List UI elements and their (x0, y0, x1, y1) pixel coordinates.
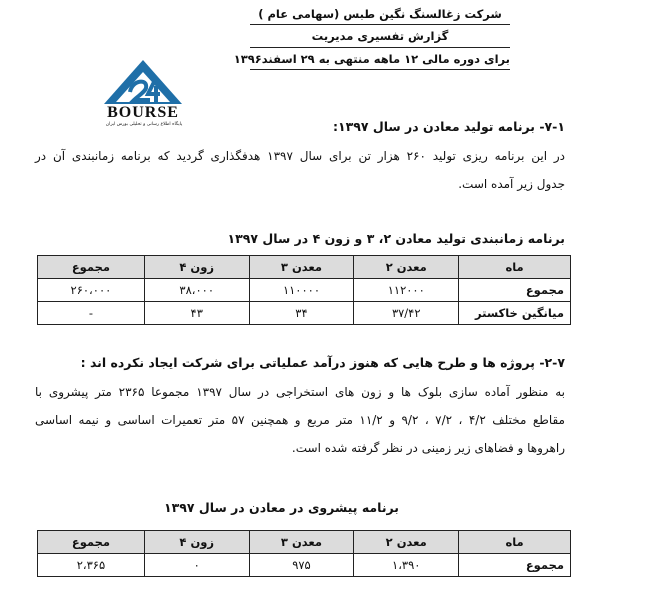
production-schedule-table (37, 255, 571, 325)
table-cell: ۹۷۵ (249, 554, 354, 577)
company-name: شرکت زغالسنگ نگین طبس (سهامی عام ) (258, 7, 502, 21)
paragraph-line: به منظور آماده سازی بلوک ها و زون های استخراجی در سال ۱۳۹۷ مجموعا ۲۳۶۵ متر پیشروی با (35, 385, 565, 399)
table-header-cell: معدن ۲ (354, 256, 459, 279)
table-cell: ۴۳ (144, 302, 249, 325)
bourse-logo-mark (88, 58, 198, 108)
table-row (38, 554, 571, 577)
section1-paragraph (35, 142, 565, 198)
paragraph-line: جدول زیر آمده است. (458, 177, 565, 191)
paragraph-line: مقاطع مختلف ۴/۲ ، ۷/۲ ، ۹/۲ و ۱۱/۲ متر مربع و همچنین ۵۷ متر تعمیرات اساسی و نیمه اساسی (35, 413, 565, 427)
table-header-cell: ماه (459, 256, 571, 279)
table-header-cell: زون ۴ (144, 256, 249, 279)
advance-program-table (37, 530, 571, 577)
table-cell: مجموع (459, 554, 571, 577)
section2-paragraph (35, 378, 565, 462)
report-title: گزارش تفسیری مدیریت (311, 29, 449, 43)
table-cell: ۱۱۰۰۰۰ (249, 279, 354, 302)
table-cell: ۳۴ (249, 302, 354, 325)
paragraph-line: راهروها و فضاهای زیر زمینی در نظر گرفته شده است. (291, 441, 565, 455)
table-cell: میانگین خاکستر (459, 302, 571, 325)
table-header-cell: معدن ۳ (249, 256, 354, 279)
table-cell: ۲،۳۶۵ (38, 554, 145, 577)
section2-title: ۲-۷- پروژه ها و طرح هایی که هنوز درآمد عملیاتی برای شرکت ایجاد نکرده اند : (80, 355, 565, 370)
table-header-cell: ماه (459, 531, 571, 554)
table-cell: ۱،۳۹۰ (354, 554, 459, 577)
table-cell: ۲۶۰،۰۰۰ (38, 279, 145, 302)
logo-subtitle: پایگاه اطلاع رسانی و تحلیلی بورس ایران (105, 122, 183, 127)
table-cell: ۰ (144, 554, 249, 577)
table-cell: ۳۸،۰۰۰ (144, 279, 249, 302)
table-row (38, 279, 571, 302)
table-row (38, 302, 571, 325)
table-cell: ۳۷/۴۲ (354, 302, 459, 325)
table1-caption: برنامه زمانبندی تولید معادن ۲، ۳ و زون ۴ در سال ۱۳۹۷ (227, 231, 565, 246)
section1-title: ۷-۱- برنامه تولید معادن در سال ۱۳۹۷: (332, 119, 565, 134)
paragraph-line: در این برنامه ریزی تولید ۲۶۰ هزار تن برای سال ۱۳۹۷ هدفگذاری گردید که برنامه زمانبندی آن در (35, 149, 565, 163)
table-header-cell: معدن ۲ (354, 531, 459, 554)
table-header-cell: مجموع (38, 256, 145, 279)
logo-wordmark: BOURSE (107, 104, 179, 121)
table-cell: مجموع (459, 279, 571, 302)
table-cell: ۱۱۲۰۰۰ (354, 279, 459, 302)
header-divider (250, 24, 510, 25)
table-header-row (38, 531, 571, 554)
table-header-row (38, 256, 571, 279)
header-divider (250, 69, 510, 70)
table-header-cell: زون ۴ (144, 531, 249, 554)
report-period: برای دوره مالی ۱۲ ماهه منتهی به ۲۹ اسفند۱۳۹۶ (233, 52, 510, 66)
header-divider (250, 47, 510, 48)
table-header-cell: مجموع (38, 531, 145, 554)
table-header-cell: معدن ۳ (249, 531, 354, 554)
bourse-logo (88, 58, 198, 130)
table-cell: - (38, 302, 145, 325)
table2-caption: برنامه پیشروی در معادن در سال ۱۳۹۷ (164, 500, 399, 515)
